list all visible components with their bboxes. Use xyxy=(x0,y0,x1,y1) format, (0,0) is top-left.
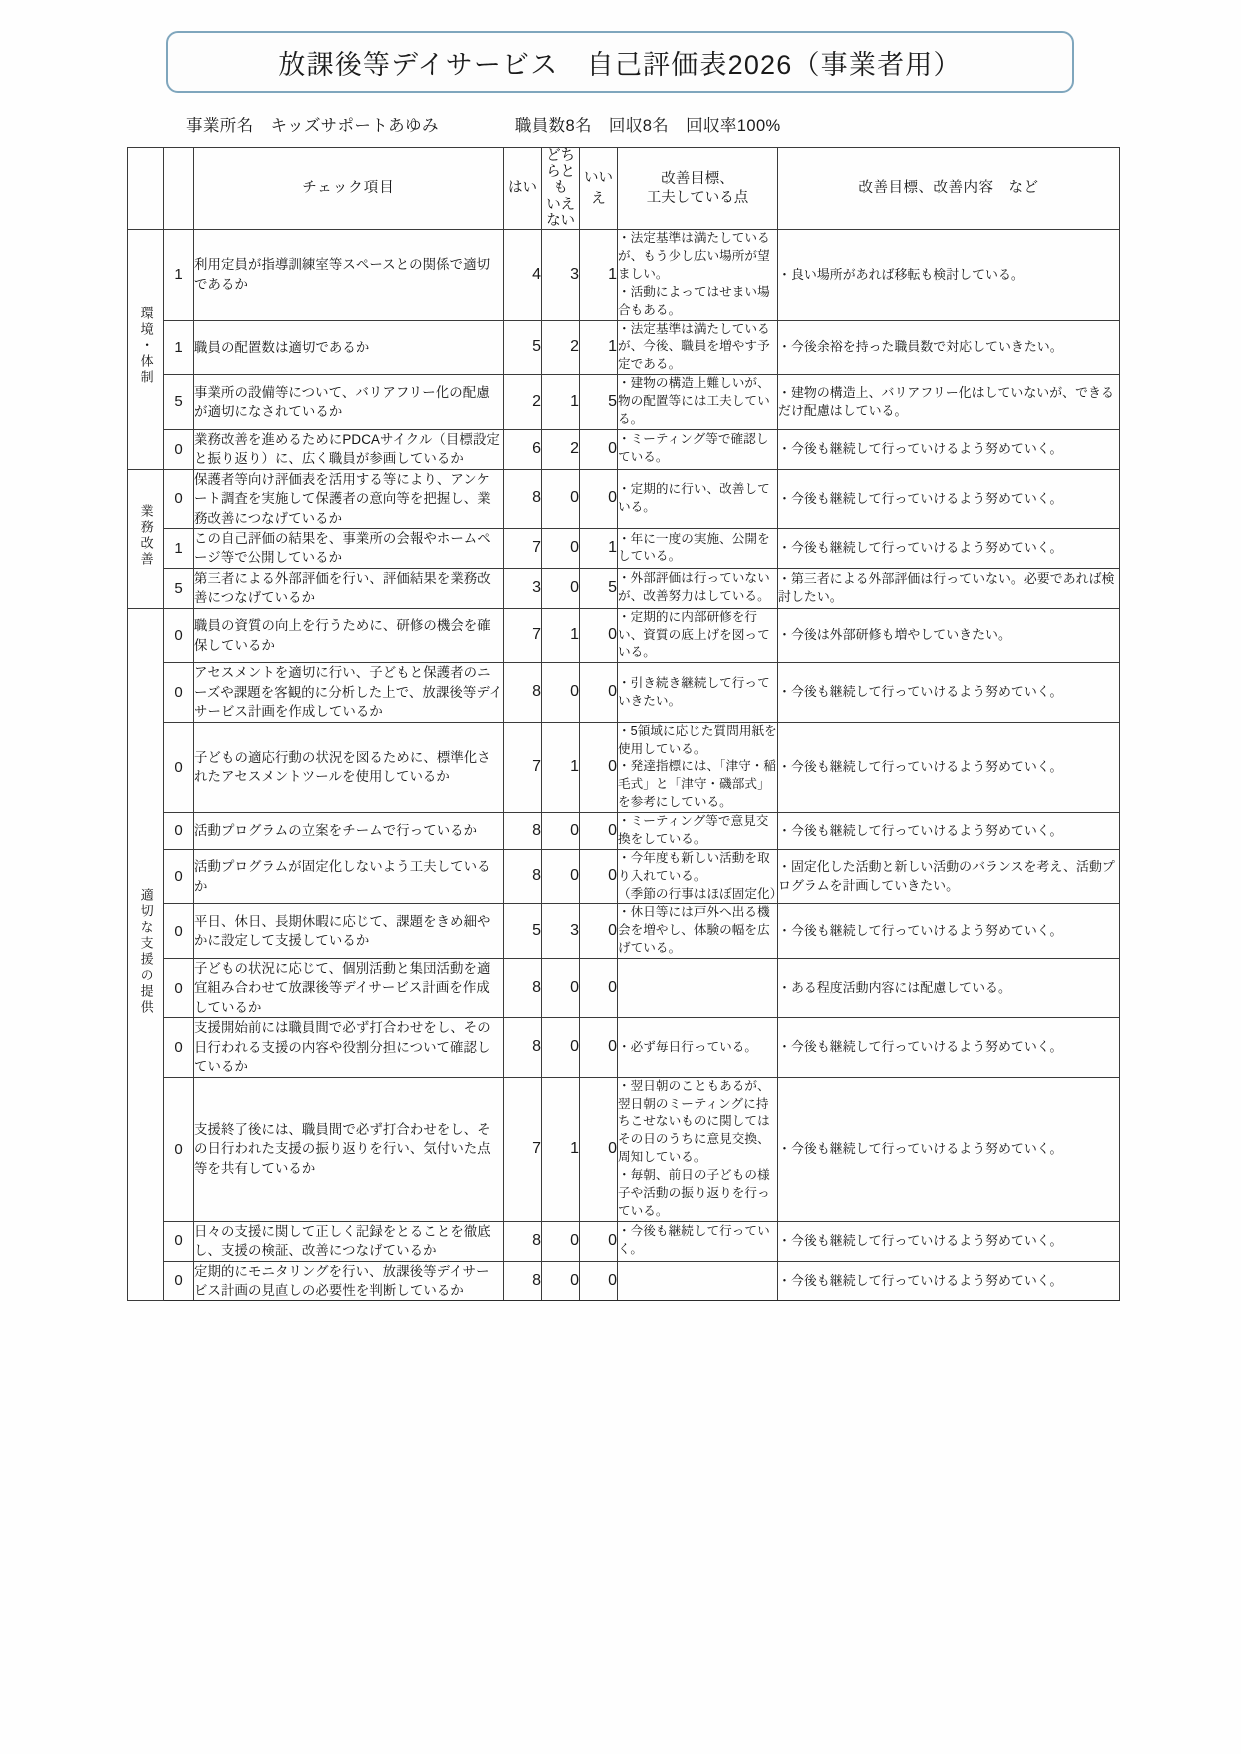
row-number-cell: 0 xyxy=(164,608,194,663)
goal-cell: ・第三者による外部評価は行っていない。必要であれば検討したい。 xyxy=(778,568,1120,608)
count-yes-cell: 4 xyxy=(504,230,542,320)
check-item-cell: 活動プログラムが固定化しないよう工夫しているか xyxy=(194,849,504,904)
goal-cell: ・今後も継続して行っていけるよう努めていく。 xyxy=(778,1077,1120,1221)
count-no-cell: 1 xyxy=(580,528,618,568)
check-item-cell: 事業所の設備等について、バリアフリー化の配慮が適切になされているか xyxy=(194,375,504,430)
count-no-cell: 1 xyxy=(580,230,618,320)
count-neither-cell: 2 xyxy=(542,429,580,469)
count-no-cell: 0 xyxy=(580,1221,618,1261)
count-no-cell: 0 xyxy=(580,722,618,812)
table-header-row xyxy=(128,148,1120,230)
check-item-cell: 日々の支援に関して正しく記録をとることを徹底し、支援の検証、改善につなげているか xyxy=(194,1221,504,1261)
row-number-cell: 0 xyxy=(164,1077,194,1221)
note-cell: ・今年度も新しい活動を取り入れている。 （季節の行事はほぼ固定化） xyxy=(618,849,778,904)
count-no-cell: 1 xyxy=(580,320,618,375)
count-yes-cell: 8 xyxy=(504,1221,542,1261)
check-item-cell: アセスメントを適切に行い、子どもと保護者のニーズや課題を客観的に分析した上で、放課後等デイサービス計画を作成しているか xyxy=(194,663,504,722)
count-neither-cell: 0 xyxy=(542,1221,580,1261)
count-neither-cell: 0 xyxy=(542,663,580,722)
row-number-cell: 0 xyxy=(164,469,194,528)
check-item-cell: 定期的にモニタリングを行い、放課後等デイサービス計画の見直しの必要性を判断しているか xyxy=(194,1261,504,1301)
count-yes-cell: 8 xyxy=(504,959,542,1018)
count-yes-cell: 5 xyxy=(504,904,542,959)
header-note: 改善目標、 工夫している点 xyxy=(618,148,778,230)
table-body xyxy=(128,148,1120,1301)
count-yes-cell: 6 xyxy=(504,429,542,469)
note-cell: ・翌日朝のこともあるが、翌日朝のミーティングに持ちこせないものに関してはその日のうちに意見交換、周知している。 ・毎朝、前日の子どもの様子や活動の振り返りを行っている。 xyxy=(618,1077,778,1221)
office-name-label: 事業所名 キッズサポートあゆみ xyxy=(186,117,439,135)
goal-cell: ・ある程度活動内容には配慮している。 xyxy=(778,959,1120,1018)
table-row xyxy=(128,813,1120,850)
goal-cell: ・今後も継続して行っていけるよう努めていく。 xyxy=(778,663,1120,722)
header-neither: どちらとも いえない xyxy=(542,148,580,230)
table-row xyxy=(128,528,1120,568)
goal-cell: ・今後も継続して行っていけるよう努めていく。 xyxy=(778,722,1120,812)
note-cell: ・休日等には戸外へ出る機会を増やし、体験の幅を広げている。 xyxy=(618,904,778,959)
check-item-cell: この自己評価の結果を、事業所の会報やホームページ等で公開しているか xyxy=(194,528,504,568)
table-row xyxy=(128,1221,1120,1261)
category-label-vertical: 業務改善 xyxy=(138,503,154,568)
count-neither-cell: 0 xyxy=(542,568,580,608)
check-item-cell: 平日、休日、長期休暇に応じて、課題をきめ細やかに設定して支援しているか xyxy=(194,904,504,959)
check-item-cell: 支援開始前には職員間で必ず打合わせをし、その日行われる支援の内容や役割分担について確認しているか xyxy=(194,1018,504,1077)
table-row xyxy=(128,1077,1120,1221)
category-label-cell xyxy=(128,608,164,1301)
goal-cell: ・固定化した活動と新しい活動のバランスを考え、活動プログラムを計画していきたい。 xyxy=(778,849,1120,904)
note-cell: ・外部評価は行っていないが、改善努力はしている。 xyxy=(618,568,778,608)
count-yes-cell: 7 xyxy=(504,1077,542,1221)
check-item-cell: 活動プログラムの立案をチームで行っているか xyxy=(194,813,504,850)
category-label-vertical: 環境・体制 xyxy=(138,306,154,387)
check-item-cell: 支援終了後には、職員間で必ず打合わせをし、その日行われた支援の振り返りを行い、気付いた点等を共有しているか xyxy=(194,1077,504,1221)
count-yes-cell: 8 xyxy=(504,1261,542,1301)
goal-cell: ・今後は外部研修も増やしていきたい。 xyxy=(778,608,1120,663)
count-neither-cell: 3 xyxy=(542,230,580,320)
goal-cell: ・今後も継続して行っていけるよう努めていく。 xyxy=(778,904,1120,959)
count-no-cell: 0 xyxy=(580,813,618,850)
count-neither-cell: 3 xyxy=(542,904,580,959)
row-number-cell: 1 xyxy=(164,230,194,320)
check-item-cell: 業務改善を進めるためにPDCAサイクル（目標設定と振り返り）に、広く職員が参画しているか xyxy=(194,429,504,469)
check-item-cell: 保護者等向け評価表を活用する等により、アンケート調査を実施して保護者の意向等を把握し、業務改善につなげているか xyxy=(194,469,504,528)
note-cell: ・定期的に行い、改善している。 xyxy=(618,469,778,528)
note-cell: ・5領域に応じた質問用紙を使用している。 ・発達指標には、「津守・稲毛式」と「津守・磯部式」を参考にしている。 xyxy=(618,722,778,812)
note-cell: ・建物の構造上難しいが、物の配置等には工夫している。 xyxy=(618,375,778,430)
count-yes-cell: 8 xyxy=(504,813,542,850)
row-number-cell: 5 xyxy=(164,375,194,430)
count-yes-cell: 2 xyxy=(504,375,542,430)
note-cell: ・今後も継続して行っていく。 xyxy=(618,1221,778,1261)
check-item-cell: 職員の資質の向上を行うために、研修の機会を確保しているか xyxy=(194,608,504,663)
count-no-cell: 0 xyxy=(580,429,618,469)
note-cell: ・法定基準は満たしているが、今後、職員を増やす予定である。 xyxy=(618,320,778,375)
goal-cell: ・今後も継続して行っていけるよう努めていく。 xyxy=(778,1261,1120,1301)
count-yes-cell: 8 xyxy=(504,1018,542,1077)
office-info-line xyxy=(186,112,1086,136)
check-item-cell: 利用定員が指導訓練室等スペースとの関係で適切であるか xyxy=(194,230,504,320)
table-row xyxy=(128,320,1120,375)
count-neither-cell: 0 xyxy=(542,469,580,528)
table-row xyxy=(128,849,1120,904)
count-no-cell: 5 xyxy=(580,375,618,430)
note-cell xyxy=(618,959,778,1018)
header-category xyxy=(128,148,164,230)
note-cell: ・ミーティング等で意見交換をしている。 xyxy=(618,813,778,850)
row-number-cell: 0 xyxy=(164,1018,194,1077)
table-row xyxy=(128,375,1120,430)
table-row xyxy=(128,469,1120,528)
response-stats-label: 職員数8名 回収8名 回収率100% xyxy=(514,117,781,135)
count-yes-cell: 7 xyxy=(504,528,542,568)
count-yes-cell: 3 xyxy=(504,568,542,608)
table-row xyxy=(128,230,1120,320)
table-row xyxy=(128,429,1120,469)
row-number-cell: 0 xyxy=(164,1221,194,1261)
count-neither-cell: 0 xyxy=(542,813,580,850)
count-no-cell: 0 xyxy=(580,1077,618,1221)
row-number-cell: 0 xyxy=(164,959,194,1018)
note-cell: ・ミーティング等で確認している。 xyxy=(618,429,778,469)
count-no-cell: 0 xyxy=(580,469,618,528)
count-no-cell: 0 xyxy=(580,904,618,959)
count-no-cell: 0 xyxy=(580,849,618,904)
category-label-cell xyxy=(128,230,164,470)
header-number xyxy=(164,148,194,230)
row-number-cell: 0 xyxy=(164,429,194,469)
header-yes: はい xyxy=(504,148,542,230)
goal-cell: ・今後も継続して行っていけるよう努めていく。 xyxy=(778,528,1120,568)
goal-cell: ・良い場所があれば移転も検討している。 xyxy=(778,230,1120,320)
count-neither-cell: 0 xyxy=(542,1018,580,1077)
note-cell: ・必ず毎日行っている。 xyxy=(618,1018,778,1077)
check-item-cell: 子どもの状況に応じて、個別活動と集団活動を適宜組み合わせて放課後等デイサービス計画を作成しているか xyxy=(194,959,504,1018)
count-no-cell: 5 xyxy=(580,568,618,608)
goal-cell: ・今後も継続して行っていけるよう努めていく。 xyxy=(778,813,1120,850)
count-neither-cell: 1 xyxy=(542,375,580,430)
row-number-cell: 0 xyxy=(164,1261,194,1301)
table-row xyxy=(128,608,1120,663)
category-label-vertical: 適切な支援の提供 xyxy=(138,887,154,1016)
category-label-cell xyxy=(128,469,164,608)
table-row xyxy=(128,663,1120,722)
count-no-cell: 0 xyxy=(580,959,618,1018)
count-neither-cell: 1 xyxy=(542,1077,580,1221)
row-number-cell: 1 xyxy=(164,320,194,375)
count-no-cell: 0 xyxy=(580,663,618,722)
count-neither-cell: 0 xyxy=(542,959,580,1018)
self-evaluation-table xyxy=(127,147,1120,1301)
count-yes-cell: 7 xyxy=(504,722,542,812)
table-row xyxy=(128,1018,1120,1077)
header-no: いいえ xyxy=(580,148,618,230)
row-number-cell: 1 xyxy=(164,528,194,568)
table-row xyxy=(128,568,1120,608)
goal-cell: ・今後も継続して行っていけるよう努めていく。 xyxy=(778,469,1120,528)
row-number-cell: 0 xyxy=(164,663,194,722)
goal-cell: ・今後も継続して行っていけるよう努めていく。 xyxy=(778,1018,1120,1077)
count-neither-cell: 2 xyxy=(542,320,580,375)
count-neither-cell: 0 xyxy=(542,1261,580,1301)
count-no-cell: 0 xyxy=(580,608,618,663)
note-cell: ・法定基準は満たしているが、もう少し広い場所が望ましい。 ・活動によってはせまい場合もある。 xyxy=(618,230,778,320)
row-number-cell: 5 xyxy=(164,568,194,608)
row-number-cell: 0 xyxy=(164,849,194,904)
table-row xyxy=(128,959,1120,1018)
table-row xyxy=(128,722,1120,812)
count-neither-cell: 1 xyxy=(542,722,580,812)
header-check-item: チェック項目 xyxy=(194,148,504,230)
table-row xyxy=(128,1261,1120,1301)
count-no-cell: 0 xyxy=(580,1261,618,1301)
note-cell: ・定期的に内部研修を行い、資質の底上げを図っている。 xyxy=(618,608,778,663)
count-yes-cell: 7 xyxy=(504,608,542,663)
check-item-cell: 子どもの適応行動の状況を図るために、標準化されたアセスメントツールを使用しているか xyxy=(194,722,504,812)
row-number-cell: 0 xyxy=(164,813,194,850)
goal-cell: ・今後余裕を持った職員数で対応していきたい。 xyxy=(778,320,1120,375)
count-yes-cell: 8 xyxy=(504,849,542,904)
row-number-cell: 0 xyxy=(164,722,194,812)
note-cell: ・引き続き継続して行っていきたい。 xyxy=(618,663,778,722)
check-item-cell: 職員の配置数は適切であるか xyxy=(194,320,504,375)
goal-cell: ・今後も継続して行っていけるよう努めていく。 xyxy=(778,1221,1120,1261)
page-title: 放課後等デイサービス 自己評価表2026（事業者用） xyxy=(278,49,962,80)
count-yes-cell: 5 xyxy=(504,320,542,375)
header-goal: 改善目標、改善内容 など xyxy=(778,148,1120,230)
note-cell xyxy=(618,1261,778,1301)
document-title-banner xyxy=(166,31,1074,93)
count-neither-cell: 1 xyxy=(542,608,580,663)
check-item-cell: 第三者による外部評価を行い、評価結果を業務改善につなげているか xyxy=(194,568,504,608)
count-neither-cell: 0 xyxy=(542,528,580,568)
table-row xyxy=(128,904,1120,959)
goal-cell: ・建物の構造上、バリアフリー化はしていないが、できるだけ配慮はしている。 xyxy=(778,375,1120,430)
count-yes-cell: 8 xyxy=(504,469,542,528)
note-cell: ・年に一度の実施、公開をしている。 xyxy=(618,528,778,568)
row-number-cell: 0 xyxy=(164,904,194,959)
count-neither-cell: 0 xyxy=(542,849,580,904)
count-yes-cell: 8 xyxy=(504,663,542,722)
count-no-cell: 0 xyxy=(580,1018,618,1077)
goal-cell: ・今後も継続して行っていけるよう努めていく。 xyxy=(778,429,1120,469)
